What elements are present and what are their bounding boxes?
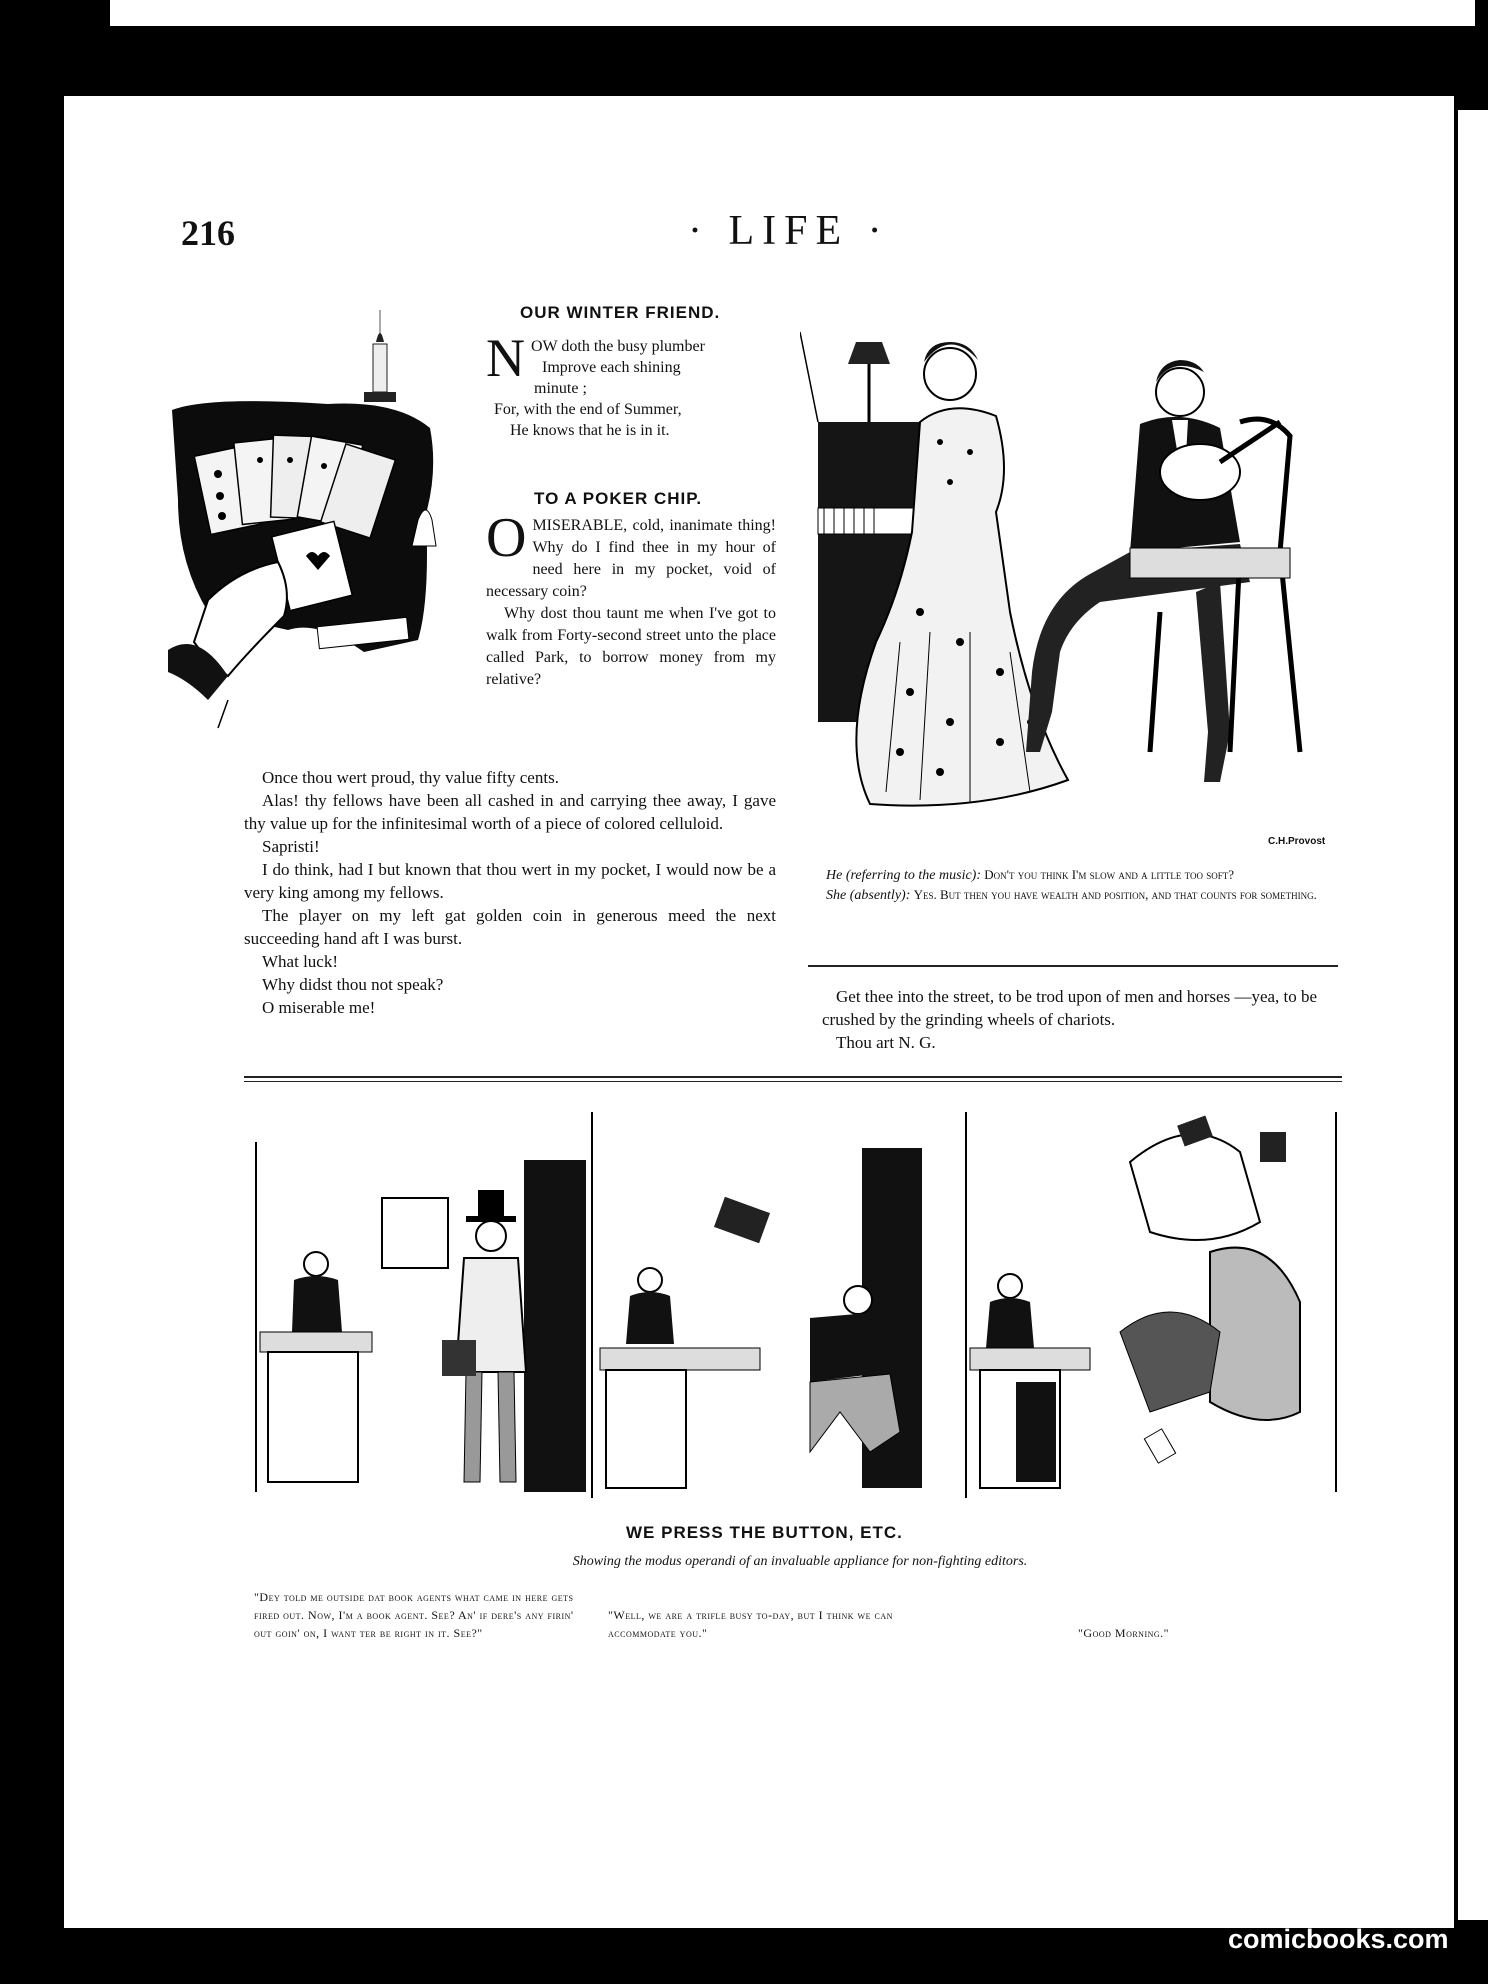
winter-title: OUR WINTER FRIEND. <box>520 303 721 322</box>
chip-dropcap: O <box>486 507 527 569</box>
comic-panel-1 <box>256 1142 586 1492</box>
comic-title: WE PRESS THE BUTTON, ETC. <box>626 1523 903 1542</box>
winter-line-5: He knows that he is in it. <box>510 422 670 439</box>
she-label: She (absently): <box>826 888 911 903</box>
he-label: He (referring to the music): <box>826 868 981 883</box>
office-panel-illustration <box>250 1112 1340 1498</box>
chip-para-11: Get thee into the street, to be trod upon of men and horses —yea, to be crushed by the grinding wheels of chariots. <box>822 987 1318 1029</box>
chip-para-5: Sapristi! <box>262 837 320 856</box>
caption-rule <box>808 965 1338 967</box>
watermark: comicbooks.com <box>1228 1924 1449 1954</box>
illustrator-signature: C.H.Provost <box>1268 836 1326 847</box>
chip-para-2: Why dost thou taunt me when I've got to walk from Forty-second street unto the place called Park, to borrow money from my relative? <box>486 605 776 688</box>
winter-line-4: For, with the end of Summer, <box>494 401 682 418</box>
panel-2-caption: "Well, we are a trifle busy to-day, but I think we can accommodate you." <box>608 1608 893 1640</box>
music-caption <box>808 865 1338 905</box>
comic-panel-3 <box>966 1112 1336 1498</box>
he-text: Don't you think I'm slow and a little too soft? <box>984 867 1234 882</box>
section-rule-bottom <box>244 1081 1342 1082</box>
piano-mandolin-illustration <box>800 312 1380 852</box>
chip-para-1: MISERABLE, cold, inanimate thing! Why do I find thee in my hour of need here in my pocket, void of necessary coin? <box>486 517 776 600</box>
chip-para-6: I do think, had I but known that thou wert in my pocket, I would now be a very king among my fellows. <box>244 860 776 902</box>
chip-para-7: The player on my left gat golden coin in generous meed the next succeeding hand aft I was burst. <box>244 906 776 948</box>
chip-para-3: Once thou wert proud, thy value fifty cents. <box>262 768 559 787</box>
winter-line-2: Improve each shining <box>542 359 681 376</box>
page-number: 216 <box>181 213 235 253</box>
section-rule-top <box>244 1076 1342 1078</box>
winter-dropcap: N <box>486 328 525 388</box>
panel-3-caption: "Good Morning." <box>1078 1626 1170 1640</box>
comic-panel-2 <box>592 1112 922 1498</box>
winter-line-1: OW doth the busy plumber <box>531 338 705 355</box>
masthead: · LIFE · <box>688 208 890 254</box>
chip-para-10: O miserable me! <box>262 998 376 1017</box>
chip-column-top <box>486 507 776 691</box>
playing-cards-illustration <box>168 300 458 730</box>
she-text: Yes. But then you have wealth and position, and that counts for something. <box>913 887 1317 902</box>
panel-1-caption: "Dey told me outside dat book agents what came in here gets fired out. Now, I'm a book agent. See? An' if dere's any firin' out goin' on, I want ter be right in it. See?" <box>254 1590 574 1640</box>
winter-poem <box>486 328 776 441</box>
next-page-edge <box>1458 110 1500 1920</box>
chip-column-right <box>822 985 1334 1054</box>
chip-title: TO A POKER CHIP. <box>534 489 703 508</box>
chip-para-9: Why didst thou not speak? <box>262 975 444 994</box>
chip-para-12: Thou art N. G. <box>836 1033 936 1052</box>
chip-column-wide <box>244 766 776 1019</box>
winter-line-3: minute ; <box>534 380 587 397</box>
comic-subtitle: Showing the modus operandi of an invaluable appliance for non-fighting editors. <box>572 1554 1028 1569</box>
chip-para-4: Alas! thy fellows have been all cashed in and carrying thee away, I gave thy value up for the infinitesimal worth of a piece of colored celluloid. <box>244 791 776 833</box>
chip-para-8: What luck! <box>262 952 338 971</box>
previous-page-edge <box>110 0 1475 26</box>
